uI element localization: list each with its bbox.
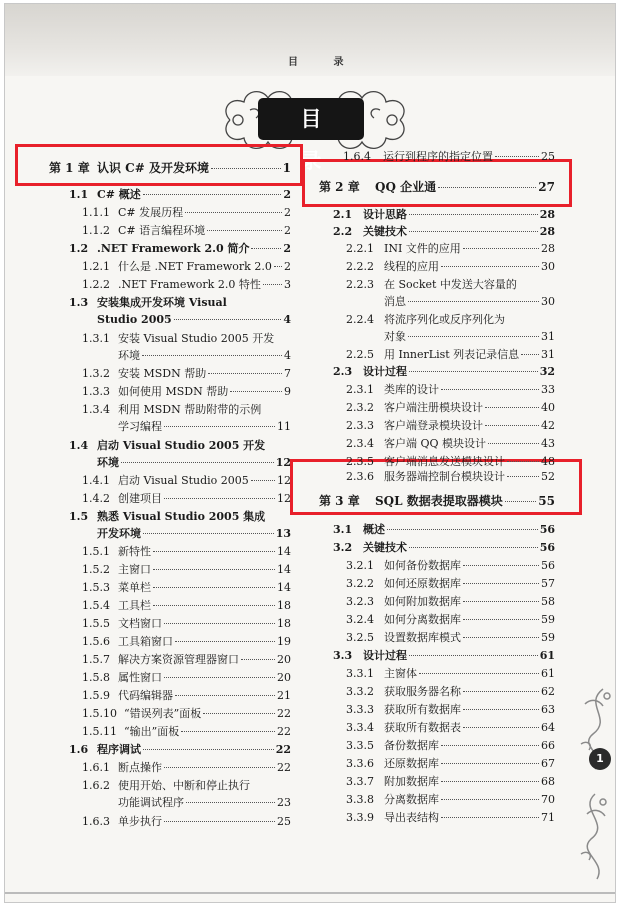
toc-entry-1-3-cont[interactable]: Studio 2005 4 (97, 313, 291, 326)
toc-entry-1-2-2[interactable]: 1.2.2 .NET Framework 2.0 特性 3 (82, 278, 291, 291)
toc-entry-1-5-8[interactable]: 1.5.8 属性窗口 20 (82, 671, 291, 684)
toc-entry-3-2-4[interactable]: 3.2.4 如何分离数据库 59 (346, 613, 555, 626)
toc-entry-chapter-3[interactable]: 第 3 章 SQL 数据表提取器模块 55 (319, 494, 555, 508)
toc-entry-1-6-2-cont[interactable]: 功能调试程序 23 (118, 796, 291, 809)
toc-entry-1-5-10[interactable]: 1.5.10 “错误列表”面板 22 (82, 707, 291, 720)
toc-entry-2-3[interactable]: 2.3 设计过程 32 (333, 365, 555, 378)
toc-entry-2-2-4[interactable]: 2.2.4 将流序列化或反序列化为 (346, 313, 505, 326)
toc-entry-2-3-3[interactable]: 2.3.3 客户端登录模块设计 42 (346, 419, 555, 432)
toc-entry-1-3-3[interactable]: 1.3.3 如何使用 MSDN 帮助 9 (82, 385, 291, 398)
toc-entry-1-5-cont[interactable]: 开发环境 13 (97, 527, 291, 540)
toc-entry-3-2-5[interactable]: 3.2.5 设置数据库模式 59 (346, 631, 555, 644)
toc-entry-1-5-2[interactable]: 1.5.2 主窗口 14 (82, 563, 291, 576)
toc-entry-3-3-2[interactable]: 3.3.2 获取服务器名称 62 (346, 685, 555, 698)
toc-entry-1-5-3[interactable]: 1.5.3 菜单栏 14 (82, 581, 291, 594)
toc-entry-3-2-1[interactable]: 3.2.1 如何备份数据库 56 (346, 559, 555, 572)
toc-entry-1-2[interactable]: 1.2 .NET Framework 2.0 简介 2 (69, 242, 291, 255)
toc-entry-3-1[interactable]: 3.1 概述 56 (333, 523, 555, 536)
toc-entry-chapter-1[interactable]: 第 1 章 认识 C# 及开发环境 1 (49, 161, 291, 175)
toc-entry-1-4-1[interactable]: 1.4.1 启动 Visual Studio 2005 12 (82, 474, 291, 487)
toc-entry-1-1-1[interactable]: 1.1.1 C# 发展历程 2 (82, 206, 291, 219)
page-number-badge: 1 (589, 748, 611, 770)
toc-entry-1-5[interactable]: 1.5 熟悉 Visual Studio 2005 集成 (69, 510, 266, 523)
toc-entry-1-4[interactable]: 1.4 启动 Visual Studio 2005 开发 (69, 439, 266, 452)
toc-entry-2-2[interactable]: 2.2 关键技术 28 (333, 225, 555, 238)
toc-entry-1-1[interactable]: 1.1 C# 概述 2 (69, 188, 291, 201)
toc-entry-2-2-3-cont[interactable]: 消息 30 (384, 295, 555, 308)
toc-entry-2-3-2[interactable]: 2.3.2 客户端注册模块设计 40 (346, 401, 555, 414)
toc-entry-3-3-4[interactable]: 3.3.4 获取所有数据表 64 (346, 721, 555, 734)
toc-entry-1-1-2[interactable]: 1.1.2 C# 语言编程环境 2 (82, 224, 291, 237)
toc-entry-1-3-1-cont[interactable]: 环境 4 (118, 349, 291, 362)
toc-entry-1-6-1[interactable]: 1.6.1 断点操作 22 (82, 761, 291, 774)
toc-entry-1-6-2[interactable]: 1.6.2 使用开始、中断和停止执行 (82, 779, 250, 792)
running-title: 目 录 (288, 57, 360, 68)
toc-entry-2-3-6[interactable]: 2.3.6 服务器端控制台模块设计 52 (346, 470, 555, 483)
toc-entry-1-4-2[interactable]: 1.4.2 创建项目 12 (82, 492, 291, 505)
bottom-rule (5, 892, 616, 894)
toc-entry-1-5-9[interactable]: 1.5.9 代码编辑器 21 (82, 689, 291, 702)
toc-entry-1-5-4[interactable]: 1.5.4 工具栏 18 (82, 599, 291, 612)
toc-entry-3-3[interactable]: 3.3 设计过程 61 (333, 649, 555, 662)
toc-entry-2-3-4[interactable]: 2.3.4 客户端 QQ 模块设计 43 (346, 437, 555, 450)
toc-entry-3-3-5[interactable]: 3.3.5 备份数据库 66 (346, 739, 555, 752)
toc-entry-3-2-2[interactable]: 3.2.2 如何还原数据库 57 (346, 577, 555, 590)
toc-entry-1-3-1[interactable]: 1.3.1 安装 Visual Studio 2005 开发 (82, 332, 275, 345)
toc-entry-3-2-3[interactable]: 3.2.3 如何附加数据库 58 (346, 595, 555, 608)
toc-entry-1-6[interactable]: 1.6 程序调试 22 (69, 743, 291, 756)
toc-entry-3-3-1[interactable]: 3.3.1 主窗体 61 (346, 667, 555, 680)
toc-entry-3-3-7[interactable]: 3.3.7 附加数据库 68 (346, 775, 555, 788)
toc-entry-2-3-5[interactable]: 2.3.5 客户端消息发送模块设计 48 (346, 455, 555, 468)
toc-entry-3-2[interactable]: 3.2 关键技术 56 (333, 541, 555, 554)
toc-entry-1-3-4-cont[interactable]: 学习编程 11 (118, 420, 291, 433)
toc-entry-2-1[interactable]: 2.1 设计思路 28 (333, 208, 555, 221)
toc-entry-1-6-3[interactable]: 1.6.3 单步执行 25 (82, 815, 291, 828)
toc-entry-1-3[interactable]: 1.3 安装集成开发环境 Visual (69, 296, 227, 309)
toc-entry-2-2-3[interactable]: 2.2.3 在 Socket 中发送大容量的 (346, 278, 517, 291)
toc-entry-1-3-4[interactable]: 1.3.4 利用 MSDN 帮助附带的示例 (82, 403, 262, 416)
page-title: 目 录 (258, 98, 364, 140)
toc-entry-3-3-9[interactable]: 3.3.9 导出表结构 71 (346, 811, 555, 824)
toc-entry-2-2-4-cont[interactable]: 对象 31 (384, 330, 555, 343)
toc-page (4, 3, 616, 903)
toc-entry-1-5-11[interactable]: 1.5.11 “输出”面板 22 (82, 725, 291, 738)
toc-entry-1-2-1[interactable]: 1.2.1 什么是 .NET Framework 2.0 2 (82, 260, 291, 273)
toc-entry-3-3-3[interactable]: 3.3.3 获取所有数据库 63 (346, 703, 555, 716)
toc-entry-2-2-2[interactable]: 2.2.2 线程的应用 30 (346, 260, 555, 273)
toc-entry-1-5-1[interactable]: 1.5.1 新特性 14 (82, 545, 291, 558)
toc-entry-1-6-4[interactable]: 1.6.4 运行到程序的指定位置 25 (343, 150, 555, 163)
toc-entry-2-2-5[interactable]: 2.2.5 用 InnerList 列表记录信息 31 (346, 348, 555, 361)
toc-entry-2-3-1[interactable]: 2.3.1 类库的设计 33 (346, 383, 555, 396)
toc-entry-3-3-6[interactable]: 3.3.6 还原数据库 67 (346, 757, 555, 770)
toc-entry-1-5-7[interactable]: 1.5.7 解决方案资源管理器窗口 20 (82, 653, 291, 666)
toc-entry-chapter-2[interactable]: 第 2 章 QQ 企业通 27 (319, 180, 555, 194)
toc-entry-1-5-6[interactable]: 1.5.6 工具箱窗口 19 (82, 635, 291, 648)
dragon-ornament-icon (573, 684, 616, 884)
toc-entry-1-4-cont[interactable]: 环境 12 (97, 456, 291, 469)
toc-entry-1-3-2[interactable]: 1.3.2 安装 MSDN 帮助 7 (82, 367, 291, 380)
toc-entry-2-2-1[interactable]: 2.2.1 INI 文件的应用 28 (346, 242, 555, 255)
toc-entry-1-5-5[interactable]: 1.5.5 文档窗口 18 (82, 617, 291, 630)
toc-entry-3-3-8[interactable]: 3.3.8 分离数据库 70 (346, 793, 555, 806)
